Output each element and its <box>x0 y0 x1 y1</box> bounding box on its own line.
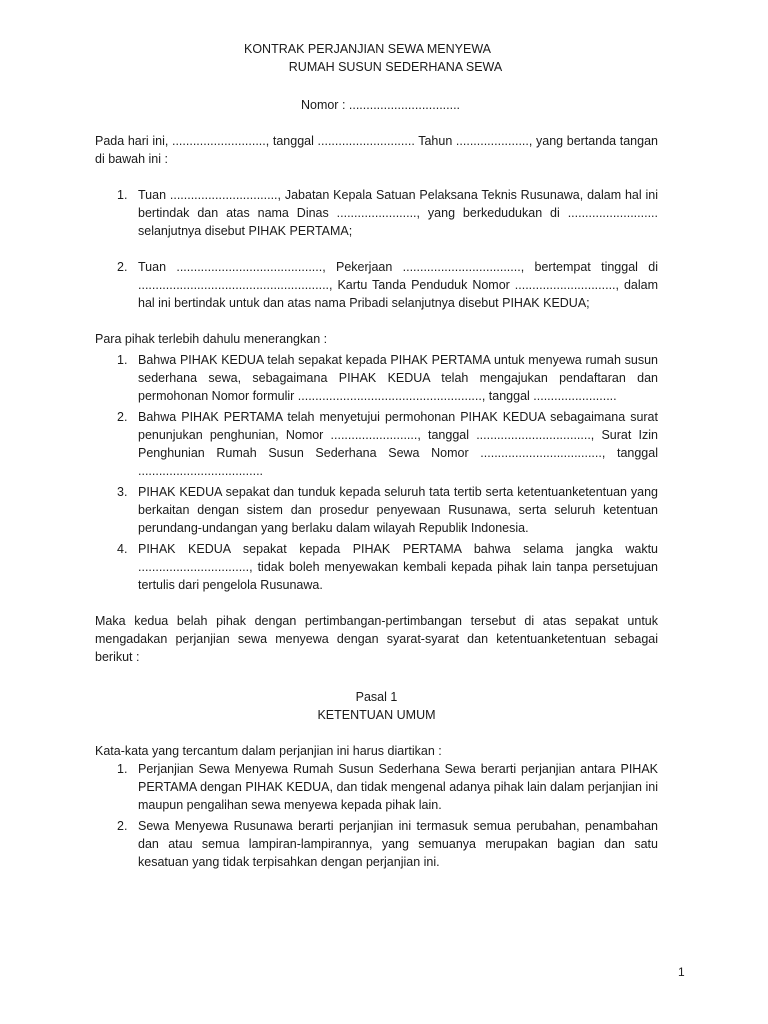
list-number: 2. <box>117 260 128 274</box>
list-item <box>95 408 658 480</box>
list-number: 4. <box>117 542 128 556</box>
list-number: 1. <box>117 188 128 202</box>
list-number: 1. <box>117 353 128 367</box>
list-text: PIHAK KEDUA sepakat kepada PIHAK PERTAMA bahwa selama jangka waktu ................................, tidak boleh menyewakan kembali kepada pihak lain tanpa persetujuan tertulis dari pengelola Rusunawa. <box>138 542 658 592</box>
list-number: 2. <box>117 819 128 833</box>
list-text: Sewa Menyewa Rusunawa berarti perjanjian ini termasuk semua perubahan, penambahan dan atau semua lampiran-lampirannya, yang semuanya merupakan bagian dan satu kesatuan yang tidak terpisahkan dengan perjanjian ini. <box>138 819 658 869</box>
list-item <box>95 351 658 405</box>
opening-paragraph: Pada hari ini, ..........................., tanggal ............................ Tahun ....................., yang bertanda tangan di bawah ini : <box>95 134 658 166</box>
definitions-list <box>95 760 658 871</box>
preamble-list <box>95 351 658 594</box>
list-number: 1. <box>117 762 128 776</box>
list-item <box>95 817 658 871</box>
parties-list <box>95 186 658 312</box>
list-text: Tuan .........................................., Pekerjaan .................................., bertempat tinggal di ......................................................., Kartu Tanda Penduduk Nomor ............................., dalam hal ini bertindak untuk dan atas nama Pribadi selanjutnya disebut PIHAK KEDUA; <box>138 260 658 310</box>
document-title-line2: RUMAH SUSUN SEDERHANA SEWA <box>288 60 503 74</box>
list-item <box>95 186 658 240</box>
preamble-intro: Para pihak terlebih dahulu menerangkan : <box>95 332 328 346</box>
list-number: 3. <box>117 485 128 499</box>
list-item <box>95 540 658 594</box>
document-page <box>95 38 658 871</box>
document-number: Nomor : ................................ <box>300 98 461 112</box>
list-item <box>95 483 658 537</box>
article-label: Pasal 1 <box>355 690 398 704</box>
article-title: KETENTUAN UMUM <box>317 708 436 722</box>
page-number: 1 <box>678 965 685 979</box>
list-item <box>95 760 658 814</box>
list-item <box>95 258 658 312</box>
list-text: Bahwa PIHAK KEDUA telah sepakat kepada PIHAK PERTAMA untuk menyewa rumah susun sederhana sewa, sebagaimana PIHAK KEDUA telah mengajukan pendaftaran dan permohonan Nomor formulir ....................................................., tanggal ........................ <box>138 353 658 403</box>
list-text: Tuan ..............................., Jabatan Kepala Satuan Pelaksana Teknis Rusunawa, dalam hal ini bertindak dan atas nama Dinas ......................., yang berkedudukan di .......................... selanjutnya disebut PIHAK PERTAMA; <box>138 188 658 238</box>
list-text: Perjanjian Sewa Menyewa Rumah Susun Sederhana Sewa berarti perjanjian antara PIHAK PERTAMA dengan PIHAK KEDUA, dan tidak mengenal adanya pihak lain dalam perjanjian ini maupun pengalihan sewa menyewa kepada pihak lain. <box>138 762 658 812</box>
list-text: Bahwa PIHAK PERTAMA telah menyetujui permohonan PIHAK KEDUA sebagaimana surat penunjukan penghunian, Nomor ........................., tanggal ................................., Surat Izin Penghunian Rumah Susun Sederhana Sewa Nomor ..................................., tanggal .................................... <box>138 410 658 478</box>
definitions-intro: Kata-kata yang tercantum dalam perjanjian ini harus diartikan : <box>95 744 442 758</box>
list-text: PIHAK KEDUA sepakat dan tunduk kepada seluruh tata tertib serta ketentuanketentuan yang berkaitan dengan sistem dan prosedur penyewaan Rusunawa, serta seluruh ketentuan perundang-undangan yang berlaku dalam wilayah Republik Indonesia. <box>138 485 658 535</box>
list-number: 2. <box>117 410 128 424</box>
agreement-intro: Maka kedua belah pihak dengan pertimbangan-pertimbangan tersebut di atas sepakat untuk mengadakan perjanjian sewa menyewa dengan syarat-syarat dan ketentuanketentuan sebagai berikut : <box>95 614 658 664</box>
document-title-line1: KONTRAK PERJANJIAN SEWA MENYEWA <box>243 42 492 56</box>
